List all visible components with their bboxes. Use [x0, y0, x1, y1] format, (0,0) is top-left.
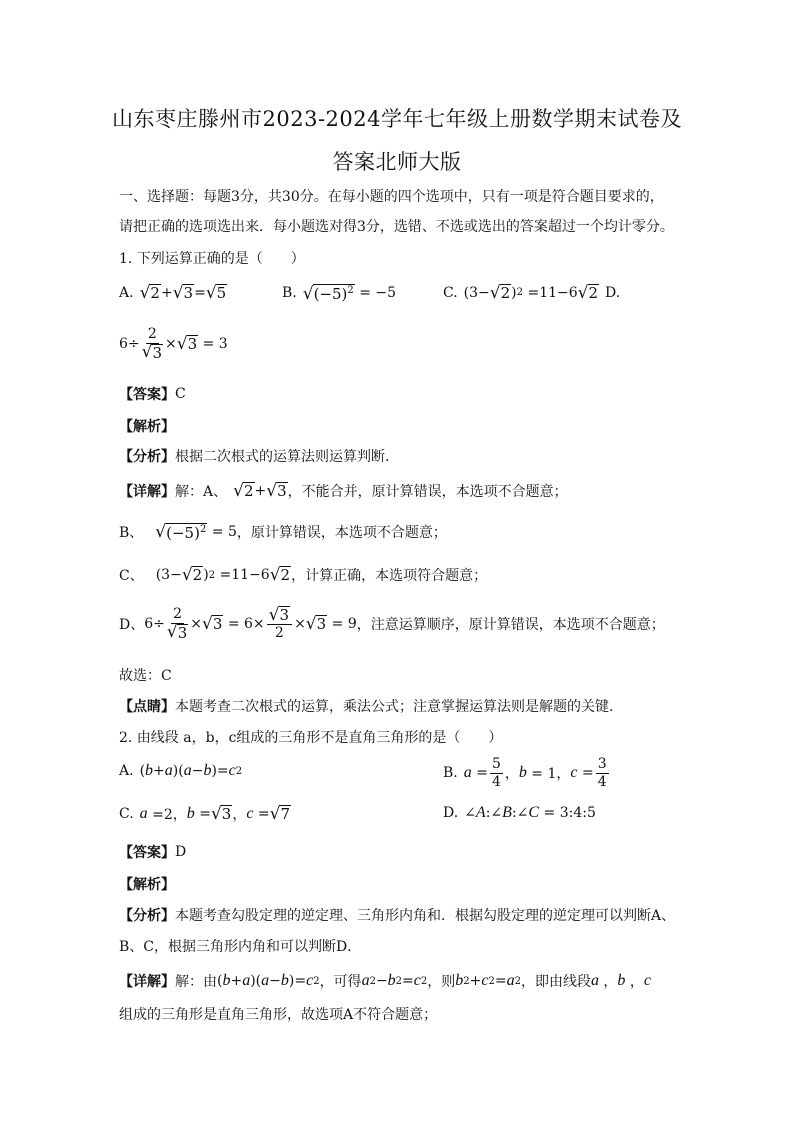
q1-xiangjie-d-text: ，注意运算顺序，原计算错误，本选项不合题意；	[356, 617, 665, 634]
q1-xiangjie-d-formula: 6÷ 2 √ 3 × √ 3 = 6× √ 3 2 × √ 3 = 9	[144, 604, 357, 643]
q2-fenxi-text1: 本题考查勾股定理的逆定理、三角形内角和．根据勾股定理的逆定理可以判断A、	[175, 908, 676, 924]
q2-xiangjie-text-c: ，则	[427, 974, 456, 990]
q1-xiangjie-b-text: ，原计算错误，本选项不合题意；	[236, 525, 447, 541]
q2-xiangjie-formula-3: b 2 + c 2 = a 2	[455, 972, 521, 989]
q2-xiangjie-formula-1: ( b + a )( a − b )= c 2	[217, 972, 320, 989]
q2-xiangjie-text-a: 解：由	[175, 974, 217, 990]
q1-option-b-formula: √ $(-5)^2$ = −5	[302, 283, 397, 304]
q1-dianjing	[119, 696, 623, 716]
q2-answer	[119, 842, 186, 862]
q1-xiangjie-c-prefix: C、	[119, 568, 144, 584]
q1-xiangjie-c	[119, 565, 487, 585]
q1-xiangjie-c-text: ，计算正确，本选项符合题意；	[291, 568, 488, 584]
q2-option-a-formula: ( b + a )( a − b )= c 2	[139, 762, 243, 779]
q1-guxuan: 故选：C	[119, 668, 172, 684]
q2-xiangjie-formula-2: a 2 − b 2 = c 2	[361, 972, 428, 989]
q1-option-c-formula: (3− √ 2 ) 2 =11−6 √ 2	[463, 282, 599, 303]
section-heading-line2: 请把正确的选项选出来．每小题选对得3分，选错、不选或选出的答案超过一个均计零分。	[119, 219, 674, 235]
q2-fenxi-line2: B、C，根据三角形内角和可以判断D．	[119, 939, 362, 955]
q1-option-a-formula: √ 2 + √ 3 = √ 5	[139, 282, 227, 303]
q2-answer-value: D	[175, 844, 187, 860]
q2-option-c-label: C.	[119, 806, 134, 822]
q1-option-d-formula: 6÷ 2 √ 3 × √ 3 = 3	[119, 326, 228, 363]
q1-fenxi-tag: 【分析】	[119, 449, 175, 465]
q1-answer	[119, 384, 186, 404]
q1-option-c	[443, 284, 620, 302]
q1-answer-tag: 【答案】	[119, 387, 175, 403]
q2-xiangjie-text-b: ，可得	[319, 974, 362, 990]
q1-xiangjie-d-prefix: D、	[119, 617, 145, 634]
q2-analysis-tag: 【解析】	[119, 877, 175, 893]
q1-option-b	[282, 284, 396, 303]
q2-option-a	[119, 762, 242, 780]
q2-xiangjie-text-d: ，即由线段	[520, 974, 591, 990]
q1-xiangjie-a-prefix: 解：A、	[175, 484, 228, 500]
q2-option-a-label: A.	[119, 763, 134, 779]
q1-fenxi-text: 根据二次根式的运算法则运算判断．	[175, 449, 399, 465]
q1-option-a	[119, 284, 227, 302]
q2-stem: 2. 由线段 a，b，c组成的三角形不是直角三角形的是（ ）	[119, 730, 503, 746]
q1-xiangjie-tag: 【详解】	[119, 484, 175, 500]
q1-answer-value: C	[175, 386, 186, 402]
q2-option-b	[443, 756, 611, 791]
q2-xiangjie-line1	[119, 971, 651, 991]
document-title-line1: 山东枣庄滕州市2023-2024学年七年级上册数学期末试卷及	[112, 107, 682, 131]
q2-xiangjie-formula-4: a ， b ， c	[590, 972, 651, 990]
q2-fenxi-tag: 【分析】	[119, 908, 175, 924]
q2-option-d-label: D.	[443, 805, 459, 821]
q2-option-d	[443, 804, 596, 822]
q1-dianjing-text: 本题考查二次根式的运算，乘法公式；注意掌握运算法则是解题的关键．	[175, 699, 623, 715]
q1-option-c-label: C.	[443, 284, 458, 301]
q2-option-d-formula: ∠ A :∠ B :∠ C = 3:4:5	[464, 804, 596, 821]
q1-stem: 1. 下列运算正确的是（ ）	[119, 251, 305, 267]
q1-xiangjie-b-formula: √ $(-5)^2$ = 5	[155, 522, 237, 543]
q1-xiangjie-a-text: ，不能合并，原计算错误，本选项不合题意；	[287, 484, 568, 500]
q2-xiangjie-tag: 【详解】	[119, 974, 175, 990]
q1-xiangjie-c-formula: (3− √ 2 ) 2 =11−6 √ 2	[155, 564, 291, 585]
q2-fenxi-line1	[119, 905, 675, 925]
section-heading-line1: 一、选择题：每题3分，共30分。在每小题的四个选项中，只有一项是符合题目要求的，	[119, 189, 664, 205]
q1-xiangjie-b-prefix: B、	[119, 525, 144, 541]
q2-answer-tag: 【答案】	[119, 845, 175, 861]
q1-xiangjie-a-formula: √ 2 + √ 3	[233, 480, 287, 501]
document-title-line2: 答案北师大版	[332, 150, 462, 174]
q2-option-b-formula: a = $\frac{5}{4}$ ， b = 1， c = $\frac{3}{4}$	[463, 756, 607, 790]
q1-analysis-tag: 【解析】	[119, 419, 175, 435]
q2-xiangjie-line2: 组成的三角形是直角三角形，故选项A不符合题意；	[119, 1007, 438, 1023]
q2-option-b-label: B.	[443, 765, 458, 782]
q1-xiangjie-b	[119, 522, 447, 542]
q1-dianjing-tag: 【点睛】	[119, 699, 175, 715]
q1-xiangjie-d	[119, 606, 665, 642]
q2-option-c	[119, 804, 291, 824]
q1-xiangjie-a	[119, 481, 568, 501]
q1-fenxi	[119, 446, 399, 466]
q1-option-a-label: A.	[119, 284, 134, 301]
q1-option-d-label: D.	[605, 284, 621, 301]
q1-option-b-label: B.	[282, 285, 297, 302]
q2-option-c-formula: a =2， b = √ 3 ， c = √ 7	[139, 803, 291, 824]
